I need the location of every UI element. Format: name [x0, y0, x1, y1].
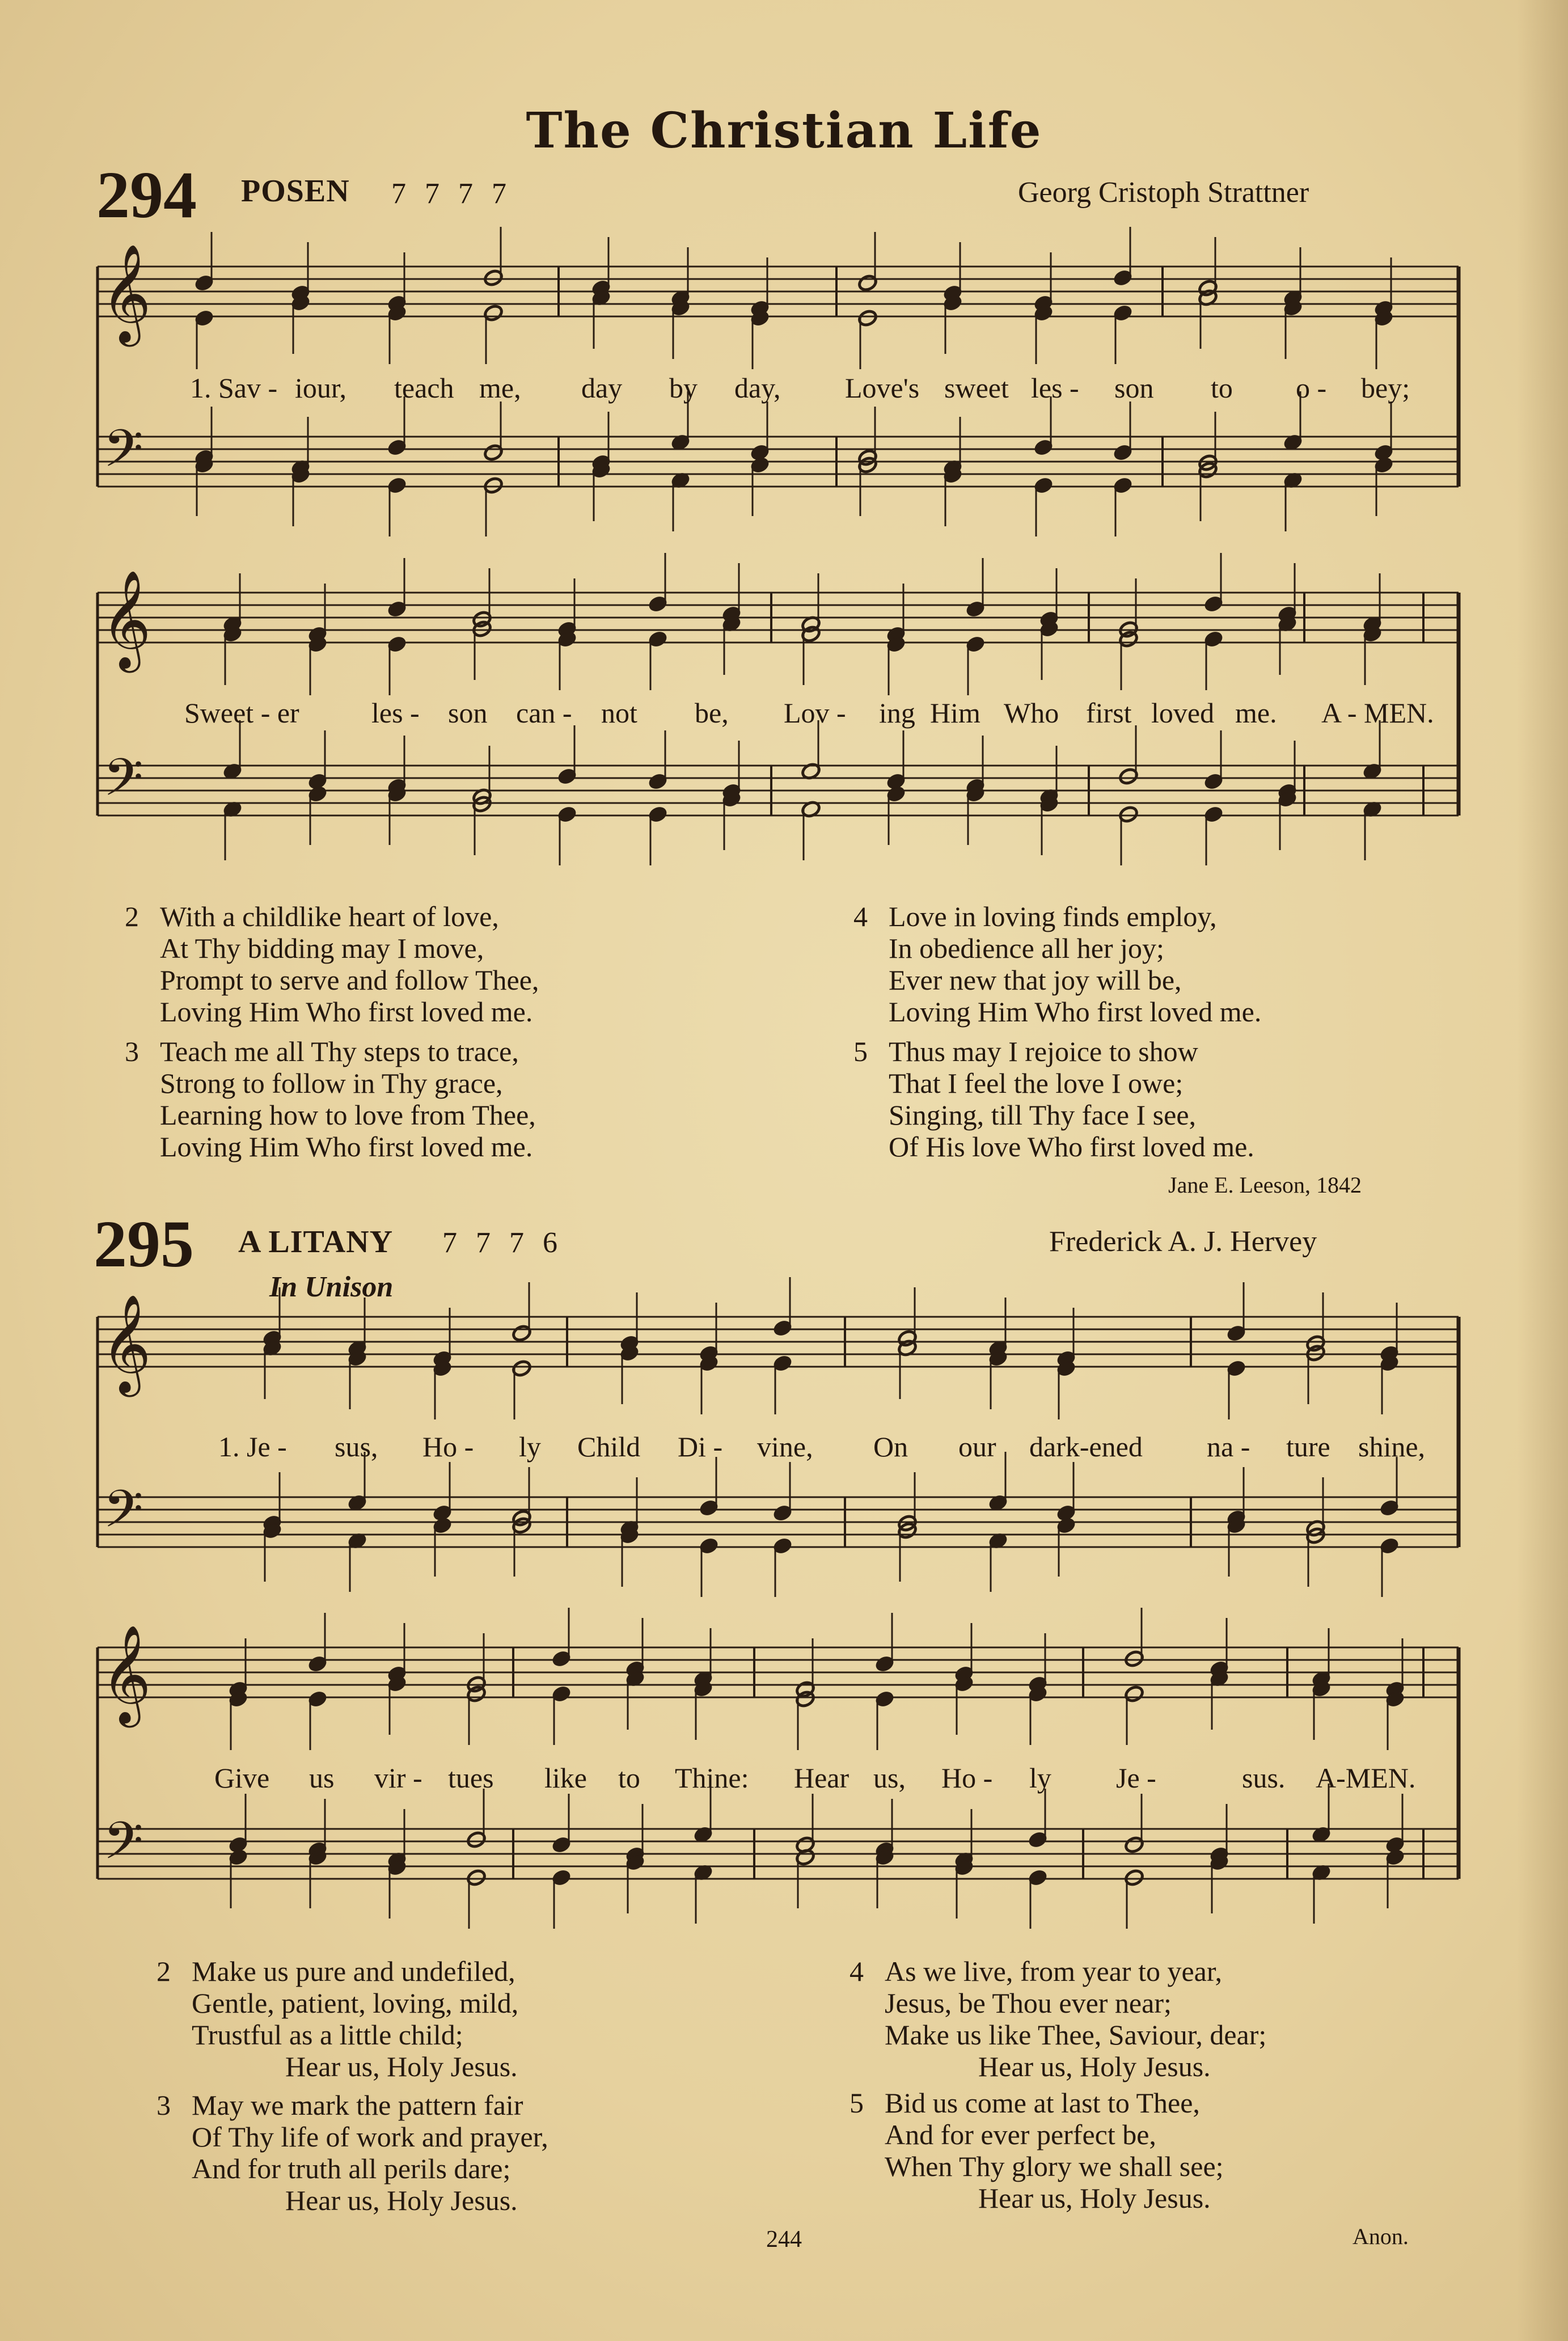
lyric-syllable: On: [873, 1431, 908, 1463]
lyric-syllable: first: [1086, 697, 1132, 729]
lyric-syllable: us,: [873, 1762, 906, 1794]
lyric-syllable: to: [1211, 372, 1233, 404]
lyric-syllable: to: [618, 1762, 640, 1794]
lyric-syllable: Who: [1004, 697, 1059, 729]
lyric-syllable: na -: [1207, 1431, 1250, 1463]
lyric-syllable: by: [669, 372, 698, 404]
treble-clef-icon: 𝄞: [101, 1625, 151, 1723]
verse-line: Of His love Who first loved me.: [889, 1131, 1254, 1163]
hymn-number: 294: [96, 158, 197, 232]
lyric-syllable: 1. Je -: [218, 1431, 287, 1463]
lyric-line-295-1: [0, 1430, 1568, 1464]
lyric-syllable: loved: [1151, 697, 1215, 729]
lyric-syllable: sus,: [335, 1431, 378, 1463]
tune-name: POSEN: [241, 174, 350, 209]
lyric-syllable: teach: [394, 372, 454, 404]
verse-line: Learning how to love from Thee,: [160, 1099, 536, 1131]
lyric-syllable: be,: [695, 697, 729, 729]
author-credit: Anon.: [1353, 2224, 1409, 2249]
verse-refrain: Hear us, Holy Jesus.: [978, 2051, 1211, 2082]
verse-line: Teach me all Thy steps to trace,: [160, 1036, 519, 1067]
verse-line: That I feel the love I owe;: [889, 1067, 1184, 1099]
verse-295-3: [157, 2089, 548, 2216]
verse-line: Thus may I rejoice to show: [889, 1036, 1198, 1067]
verse-295-4: [849, 1955, 1267, 2082]
lyric-syllable: 1. Sav -: [190, 372, 278, 404]
verse-number: 3: [157, 2089, 171, 2121]
lyric-syllable: like: [544, 1762, 587, 1794]
verse-refrain: Hear us, Holy Jesus.: [978, 2182, 1211, 2214]
performance-direction: In Unison: [269, 1271, 394, 1303]
verse-line: Loving Him Who first loved me.: [160, 1131, 533, 1163]
verse-line: At Thy bidding may I move,: [160, 932, 484, 964]
lyric-syllable: vir -: [374, 1762, 422, 1794]
lyric-syllable: vine,: [757, 1431, 813, 1463]
verse-line: With a childlike heart of love,: [160, 901, 499, 932]
verse-line: Loving Him Who first loved me.: [889, 996, 1262, 1028]
hymn-number: 295: [94, 1207, 194, 1281]
treble-clef-icon: 𝄞: [101, 1294, 151, 1393]
lyric-syllable: les -: [1031, 372, 1079, 404]
lyric-syllable: Di -: [678, 1431, 723, 1463]
lyric-syllable: ly: [519, 1431, 541, 1463]
lyric-syllable: ture: [1286, 1431, 1330, 1463]
lyric-syllable: our: [958, 1431, 996, 1463]
verse-line: Trustful as a little child;: [192, 2019, 463, 2051]
composer: Georg Cristoph Strattner: [1018, 176, 1309, 209]
verse-number: 2: [125, 901, 139, 932]
lyric-syllable: can -: [516, 697, 572, 729]
verse-line: Bid us come at last to Thee,: [885, 2087, 1200, 2119]
lyric-syllable: tues: [448, 1762, 494, 1794]
verse-line: Jesus, be Thou ever near;: [885, 1987, 1172, 2019]
lyric-syllable: Ho -: [941, 1762, 993, 1794]
lyric-syllable: Je -: [1116, 1762, 1156, 1794]
verse-line: And for ever perfect be,: [885, 2119, 1156, 2150]
bass-clef-icon: 𝄢: [103, 419, 143, 491]
verse-refrain: Hear us, Holy Jesus.: [285, 2051, 518, 2082]
verse-line: Singing, till Thy face I see,: [889, 1099, 1197, 1131]
meter: 7 7 7 6: [442, 1227, 563, 1259]
lyric-syllable: o -: [1296, 372, 1327, 404]
lyric-syllable: Hear: [794, 1762, 849, 1794]
verse-number: 5: [853, 1036, 868, 1067]
verse-line: Of Thy life of work and prayer,: [192, 2121, 548, 2153]
verse-line: Make us like Thee, Saviour, dear;: [885, 2019, 1267, 2051]
lyric-syllable: Child: [577, 1431, 641, 1463]
treble-clef-icon: 𝄞: [101, 244, 151, 343]
page-number: 244: [766, 2226, 802, 2253]
verse-line: Ever new that joy will be,: [889, 964, 1182, 996]
bass-clef-icon: 𝄢: [103, 747, 143, 820]
verse-line: May we mark the pattern fair: [192, 2089, 523, 2121]
tune-name: A LITANY: [238, 1224, 394, 1260]
lyric-syllable: Ho -: [422, 1431, 474, 1463]
composer: Frederick A. J. Hervey: [1049, 1226, 1317, 1258]
lyric-syllable: iour,: [295, 372, 347, 404]
lyric-syllable: Thine:: [675, 1762, 749, 1794]
lyric-syllable: bey;: [1361, 372, 1410, 404]
verse-295-5: [849, 2087, 1224, 2214]
bass-clef-icon: 𝄢: [103, 1811, 143, 1883]
section-title: The Christian Life: [526, 102, 1042, 159]
lyric-syllable: not: [601, 697, 637, 729]
lyric-syllable: Give: [214, 1762, 270, 1794]
verse-line: Make us pure and undefiled,: [192, 1955, 515, 1987]
lyric-syllable: us: [309, 1762, 335, 1794]
bass-clef-icon: 𝄢: [103, 1479, 143, 1552]
verse-number: 4: [849, 1955, 864, 1987]
verse-line: Strong to follow in Thy grace,: [160, 1067, 503, 1099]
verse-line: Gentle, patient, loving, mild,: [192, 1987, 519, 2019]
lyric-syllable: sus.: [1242, 1762, 1286, 1794]
verse-line: Love in loving finds employ,: [889, 901, 1217, 932]
lyric-syllable: day,: [734, 372, 781, 404]
lyric-syllable: son: [1114, 372, 1154, 404]
lyric-syllable: me,: [479, 372, 521, 404]
lyric-syllable: ing: [879, 697, 915, 729]
lyric-syllable: sweet: [944, 372, 1009, 404]
lyric-syllable: day: [581, 372, 623, 404]
author-credit: Jane E. Leeson, 1842: [1168, 1172, 1362, 1198]
lyric-syllable: son: [448, 697, 488, 729]
lyric-syllable: Him: [930, 697, 980, 729]
lyric-syllable: dark-ened: [1029, 1431, 1143, 1463]
meter: 7 7 7 7: [391, 178, 512, 210]
verse-295-2: [157, 1955, 519, 2082]
lyric-syllable: les -: [371, 697, 420, 729]
lyric-line-295-2: [0, 1761, 1568, 1795]
verse-line: As we live, from year to year,: [885, 1955, 1222, 1987]
lyric-syllable: shine,: [1358, 1431, 1426, 1463]
lyric-syllable: Love's: [845, 372, 920, 404]
verse-line: In obedience all her joy;: [889, 932, 1164, 964]
verse-number: 5: [849, 2087, 864, 2119]
lyric-amen: A - MEN.: [1321, 697, 1434, 729]
lyric-syllable: me.: [1235, 697, 1277, 729]
verse-line: Prompt to serve and follow Thee,: [160, 964, 539, 996]
verse-line: And for truth all perils dare;: [192, 2153, 511, 2184]
verse-number: 4: [853, 901, 868, 932]
verse-number: 3: [125, 1036, 139, 1067]
lyric-syllable: ly: [1029, 1762, 1051, 1794]
lyric-syllable: Sweet - er: [184, 697, 299, 729]
treble-clef-icon: 𝄞: [101, 570, 151, 669]
verse-number: 2: [157, 1955, 171, 1987]
lyric-amen: A-MEN.: [1316, 1762, 1416, 1794]
verse-line: Loving Him Who first loved me.: [160, 996, 533, 1028]
verse-line: When Thy glory we shall see;: [885, 2150, 1224, 2182]
verse-refrain: Hear us, Holy Jesus.: [285, 2184, 518, 2216]
lyric-syllable: Lov -: [784, 697, 846, 729]
